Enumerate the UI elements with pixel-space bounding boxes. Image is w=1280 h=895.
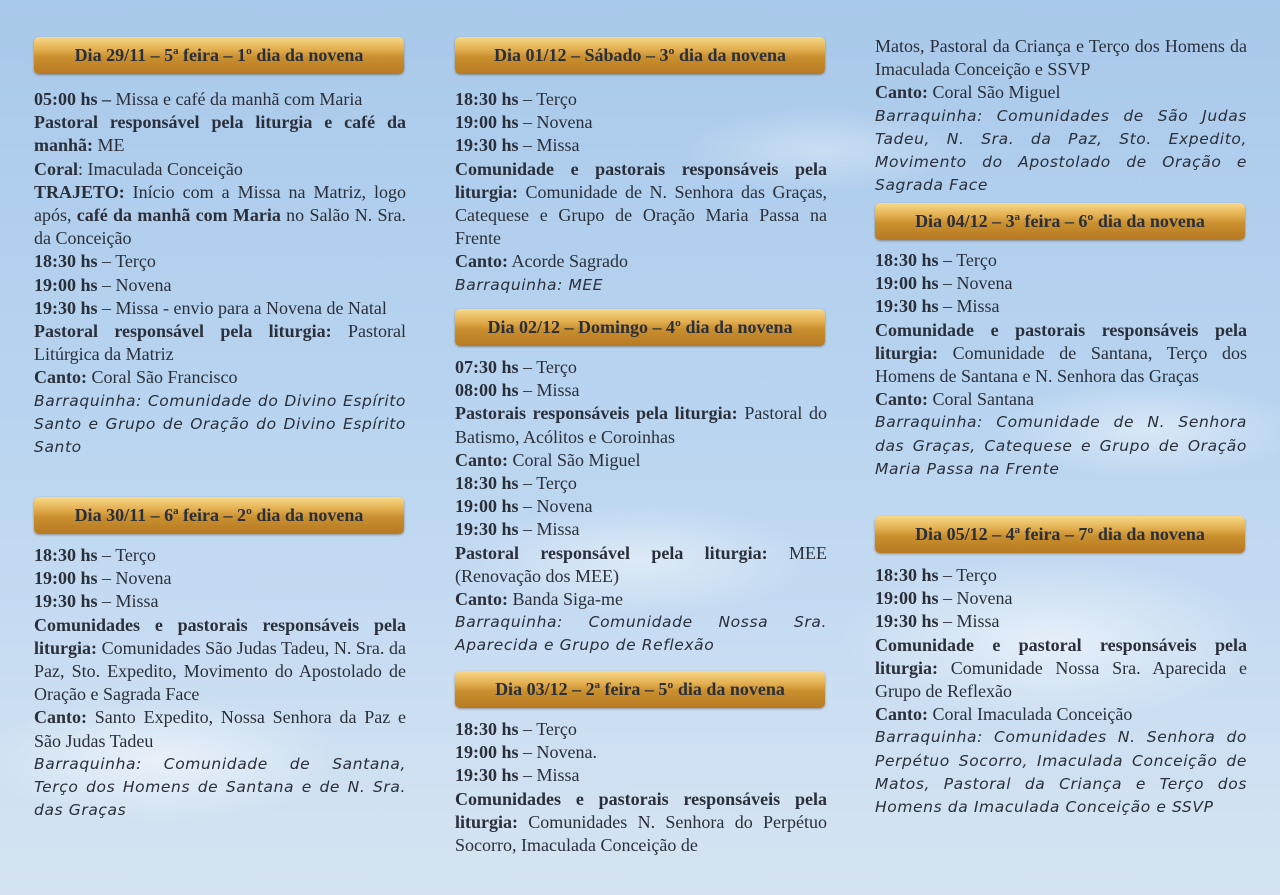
barraquinha-line: Barraquinha: Comunidade de N. Senhora das Graças, Catequese e Grupo de Oração Maria Passa na Frente bbox=[875, 413, 1247, 478]
day-title: Dia 05/12 – 4ª feira – 7º dia da novena bbox=[915, 524, 1205, 544]
schedule-line: 19:00 hs – Novena bbox=[455, 112, 593, 133]
liturgy-line: Pastoral responsável pela liturgia e café da manhã: ME bbox=[34, 112, 406, 156]
schedule-line: 18:30 hs – Terço bbox=[34, 251, 156, 272]
liturgy-line: Comunidade e pastorais responsáveis pela liturgia: Comunidade de Santana, Terço dos Homens de Santana e N. Senhora das Graças bbox=[875, 319, 1247, 387]
liturgy-line: Comunidade e pastoral responsáveis pela liturgia: Comunidade Nossa Sra. Aparecida e Grupo de Reflexão bbox=[875, 634, 1247, 702]
liturgy-line: Pastoral responsável pela liturgia: MEE (Renovação dos MEE) bbox=[455, 542, 828, 586]
day-block-02-12 bbox=[455, 356, 827, 658]
day-banner-29-11 bbox=[34, 37, 404, 74]
day-title: Dia 03/12 – 2ª feira – 5º dia da novena bbox=[495, 679, 785, 699]
schedule-line: 05:00 hs – Missa e café da manhã com Maria bbox=[34, 89, 363, 109]
day-block-01-12 bbox=[455, 88, 827, 297]
day-title: Dia 04/12 – 3ª feira – 6º dia da novena bbox=[915, 211, 1205, 231]
schedule-line: 18:30 hs – Terço bbox=[875, 565, 997, 585]
schedule-line: 19:30 hs – Missa bbox=[455, 765, 580, 786]
canto-line: Canto: Santo Expedito, Nossa Senhora da Paz e São Judas Tadeu bbox=[34, 707, 406, 751]
schedule-line: 19:30 hs – Missa bbox=[875, 611, 1000, 632]
canto-line: Canto: Acorde Sagrado bbox=[455, 251, 628, 272]
day-banner-03-12 bbox=[455, 671, 825, 708]
schedule-line: 07:30 hs – Terço bbox=[455, 357, 577, 377]
barraquinha-line: Barraquinha: Comunidade de Santana, Terço dos Homens de Santana e de N. Sra. das Graças bbox=[34, 754, 406, 820]
liturgy-line: Comunidades e pastorais responsáveis pela liturgia: Comunidades N. Senhora do Perpétuo Socorro, Imaculada Conceição de bbox=[455, 788, 827, 856]
continuation-block bbox=[875, 35, 1247, 197]
route-line: TRAJETO: Início com a Missa na Matriz, logo após, café da manhã com Maria no Salão N. Sra. da Conceição bbox=[34, 181, 407, 249]
schedule-line: 19:00 hs – Novena bbox=[455, 496, 593, 517]
schedule-line: 18:30 hs – Terço bbox=[34, 545, 156, 565]
liturgy-line: Pastoral responsável pela liturgia: Pastoral Litúrgica da Matriz bbox=[34, 321, 406, 365]
schedule-line: 19:00 hs – Novena bbox=[34, 568, 172, 589]
canto-line: Canto: Coral Imaculada Conceição bbox=[875, 704, 1133, 725]
barraquinha-line: Barraquinha: Comunidade Nossa Sra. Aparecida e Grupo de Reflexão bbox=[455, 613, 827, 655]
liturgy-line: Comunidade e pastorais responsáveis pela liturgia: Comunidade de N. Senhora das Graças, Catequese e Grupo de Oração Maria Passa na Frente bbox=[455, 158, 827, 249]
day-block-05-12 bbox=[875, 564, 1247, 819]
schedule-line: 18:30 hs – Terço bbox=[455, 89, 577, 109]
day-title: Dia 02/12 – Domingo – 4º dia da novena bbox=[487, 317, 793, 337]
day-block-29-11 bbox=[34, 88, 406, 459]
schedule-line: 19:30 hs – Missa bbox=[875, 296, 1000, 317]
day-banner-04-12 bbox=[875, 203, 1245, 240]
liturgy-line: Comunidades e pastorais responsáveis pela liturgia: Comunidades São Judas Tadeu, N. Sra. da Paz, Sto. Expedito, Movimento do Apostolado de Oração e Sagrada Face bbox=[34, 614, 406, 705]
day-banner-05-12 bbox=[875, 516, 1245, 553]
canto-line: Canto: Coral São Miguel bbox=[875, 82, 1061, 103]
day-block-30-11 bbox=[34, 544, 406, 822]
schedule-line: 18:30 hs – Terço bbox=[455, 473, 577, 494]
canto-line: Canto: Coral Santana bbox=[875, 389, 1034, 410]
barraquinha-line: Barraquinha: Comunidade do Divino Espírito Santo e Grupo de Oração do Divino Espírito Santo bbox=[34, 391, 406, 457]
liturgy-continuation: Matos, Pastoral da Criança e Terço dos Homens da Imaculada Conceição e SSVP bbox=[875, 36, 1247, 80]
day-banner-30-11 bbox=[34, 497, 404, 534]
barraquinha-line: Barraquinha: Comunidades N. Senhora do Perpétuo Socorro, Imaculada Conceição de Matos, Pastoral da Criança e Terço dos Homens da Imaculada Conceição e SSVP bbox=[875, 728, 1247, 817]
schedule-line: 18:30 hs – Terço bbox=[875, 250, 997, 270]
day-title: Dia 01/12 – Sábado – 3º dia da novena bbox=[493, 45, 786, 65]
day-title: Dia 29/11 – 5ª feira – 1º dia da novena bbox=[74, 45, 364, 65]
schedule-line: 19:00 hs – Novena bbox=[34, 274, 172, 295]
day-title: Dia 30/11 – 6ª feira – 2º dia da novena bbox=[74, 505, 364, 525]
schedule-line: 19:30 hs – Missa bbox=[455, 519, 580, 540]
day-banner-02-12 bbox=[455, 309, 825, 346]
schedule-line: 19:00 hs – Novena bbox=[875, 273, 1013, 294]
schedule-line: 19:00 hs – Novena. bbox=[455, 742, 597, 763]
barraquinha-line: Barraquinha: MEE bbox=[455, 275, 604, 294]
liturgy-line: Pastorais responsáveis pela liturgia: Pastoral do Batismo, Acólitos e Coroinhas bbox=[455, 403, 827, 447]
barraquinha-line: Barraquinha: Comunidades de São Judas Tadeu, N. Sra. da Paz, Sto. Expedito, Movimento do Apostolado de Oração e Sagrada Face bbox=[875, 106, 1247, 195]
canto-line: Canto: Coral São Miguel bbox=[455, 449, 641, 470]
schedule-line: 19:30 hs – Missa - envio para a Novena de Natal bbox=[34, 297, 387, 318]
coral-line: Coral: Imaculada Conceição bbox=[34, 158, 243, 179]
schedule-line: 08:00 hs – Missa bbox=[455, 380, 580, 401]
day-block-03-12 bbox=[455, 718, 827, 857]
day-block-04-12 bbox=[875, 249, 1247, 481]
canto-line: Canto: Coral São Francisco bbox=[34, 367, 238, 388]
schedule-line: 18:30 hs – Terço bbox=[455, 719, 577, 739]
day-banner-01-12 bbox=[455, 37, 825, 74]
schedule-line: 19:00 hs – Novena bbox=[875, 588, 1013, 609]
canto-line: Canto: Banda Siga-me bbox=[455, 589, 623, 610]
schedule-line: 19:30 hs – Missa bbox=[34, 591, 159, 612]
schedule-line: 19:30 hs – Missa bbox=[455, 135, 580, 156]
